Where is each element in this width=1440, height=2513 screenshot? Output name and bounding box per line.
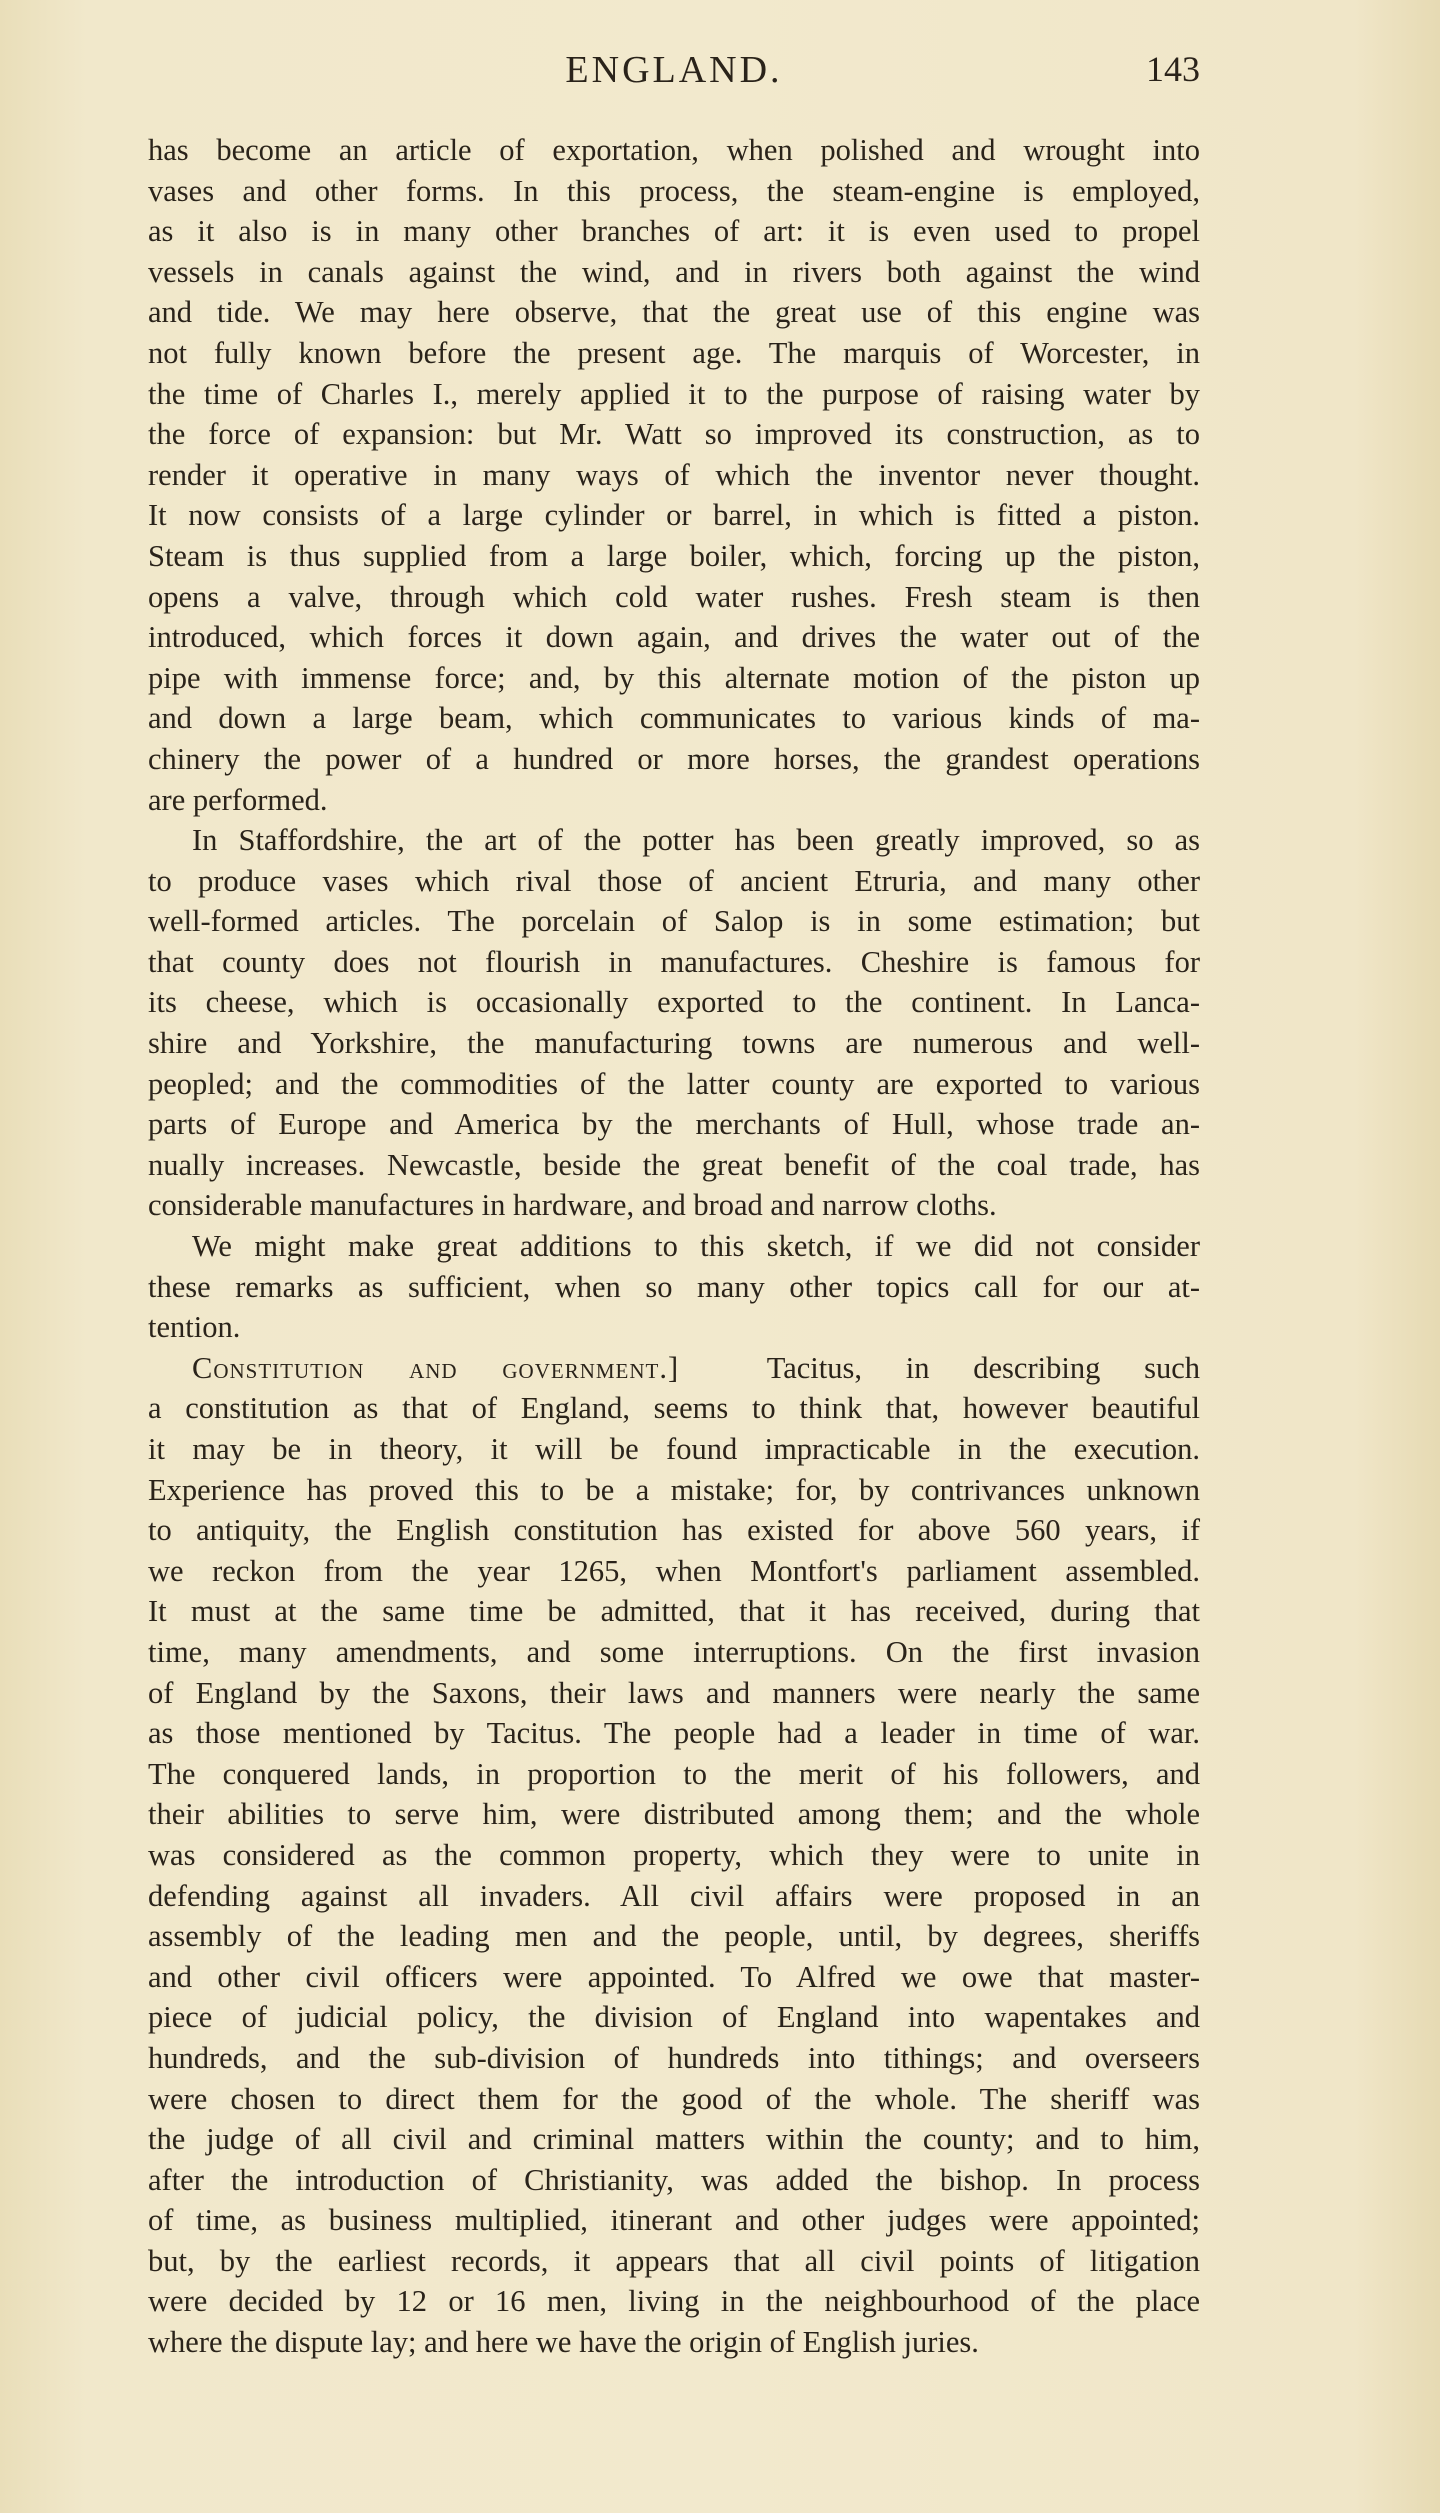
text-line: the force of expansion: but Mr. Watt so improved its construction, as to (148, 417, 1200, 452)
paragraph-end-line: tention. (148, 1310, 241, 1345)
text-line: its cheese, which is occasionally exported to the continent. In Lanca- (148, 985, 1200, 1020)
text-line: of England by the Saxons, their laws and manners were nearly the same (148, 1675, 1200, 1710)
text-line: It must at the same time be admitted, that it has received, during that (148, 1594, 1200, 1629)
text-line: opens a valve, through which cold water rushes. Fresh steam is then (148, 579, 1200, 614)
text-line: their abilities to serve him, were distributed among them; and the whole (148, 1797, 1200, 1832)
paragraph-start-line: We might make great additions to this sketch, if we did not consider (192, 1229, 1200, 1264)
text-line: and tide. We may here observe, that the great use of this engine was (148, 295, 1200, 330)
text-line: The conquered lands, in proportion to the merit of his followers, and (148, 1756, 1200, 1791)
text-line: time, many amendments, and some interruptions. On the first invasion (148, 1634, 1200, 1669)
text-line: the judge of all civil and criminal matters within the county; and to him, (148, 2122, 1200, 2157)
text-line: hundreds, and the sub-division of hundreds into tithings; and overseers (148, 2040, 1200, 2075)
text-line: the time of Charles I., merely applied it to the purpose of raising water by (148, 376, 1200, 411)
text-line: as it also is in many other branches of art: it is even used to propel (148, 214, 1200, 249)
text-line: to antiquity, the English constitution has existed for above 560 years, if (148, 1513, 1200, 1548)
text-line: and down a large beam, which communicates to various kinds of ma- (148, 701, 1200, 736)
text-line: and other civil officers were appointed. To Alfred we owe that master- (148, 1959, 1200, 1994)
text-line: well-formed articles. The porcelain of Salop is in some estimation; but (148, 904, 1200, 939)
text-line: a constitution as that of England, seems to think that, however beautiful (148, 1391, 1200, 1426)
text-line: of time, as business multiplied, itinerant and other judges were appointed; (148, 2203, 1200, 2238)
body-text (148, 130, 1200, 2363)
text-line: introduced, which forces it down again, and drives the water out of the (148, 620, 1200, 655)
text-line: not fully known before the present age. The marquis of Worcester, in (148, 335, 1200, 370)
section-start-line (148, 1348, 1200, 1389)
page-header (148, 44, 1200, 94)
paragraph-end-line: considerable manufactures in hardware, and broad and narrow cloths. (148, 1188, 997, 1223)
paragraph-end-line: are performed. (148, 782, 328, 817)
text-line: but, by the earliest records, it appears that all civil points of litigation (148, 2243, 1200, 2278)
text-line: we reckon from the year 1265, when Montfort's parliament assembled. (148, 1553, 1200, 1588)
text-line: were chosen to direct them for the good of the whole. The sheriff was (148, 2081, 1200, 2116)
text-line: render it operative in many ways of which the inventor never thought. (148, 457, 1200, 492)
text-line: It now consists of a large cylinder or barrel, in which is fitted a piston. (148, 498, 1200, 533)
text-line: peopled; and the commodities of the latter county are exported to various (148, 1066, 1200, 1101)
text-line: to produce vases which rival those of ancient Etruria, and many other (148, 863, 1200, 898)
page-number: 143 (1146, 49, 1200, 89)
text-line: were decided by 12 or 16 men, living in the neighbourhood of the place (148, 2284, 1200, 2319)
running-title: ENGLAND. (565, 49, 783, 91)
text-line: vases and other forms. In this process, the steam-engine is employed, (148, 173, 1200, 208)
text-line: Steam is thus supplied from a large boiler, which, forcing up the piston, (148, 538, 1200, 573)
paragraph-start-line: In Staffordshire, the art of the potter has been greatly improved, so as (192, 823, 1200, 858)
text-line: Experience has proved this to be a mistake; for, by contrivances unknown (148, 1472, 1200, 1507)
text-line: chinery the power of a hundred or more horses, the grandest operations (148, 741, 1200, 776)
text-line: it may be in theory, it will be found impracticable in the execution. (148, 1432, 1200, 1466)
text-line: shire and Yorkshire, the manufacturing towns are numerous and well- (148, 1026, 1200, 1061)
text-line: after the introduction of Christianity, was added the bishop. In process (148, 2162, 1200, 2197)
text-line: nually increases. Newcastle, beside the great benefit of the coal trade, has (148, 1147, 1200, 1182)
section-first-text: Tacitus, in describing such (766, 1350, 1201, 1385)
text-line: defending against all invaders. All civil affairs were proposed in an (148, 1878, 1200, 1913)
section-heading: Constitution and government.] (192, 1350, 680, 1385)
text-line: parts of Europe and America by the merchants of Hull, whose trade an- (148, 1107, 1200, 1142)
text-line: that county does not flourish in manufactures. Cheshire is famous for (148, 944, 1200, 979)
text-line: assembly of the leading men and the people, until, by degrees, sheriffs (148, 1919, 1200, 1954)
text-line: piece of judicial policy, the division of England into wapentakes and (148, 2000, 1200, 2035)
text-line: these remarks as sufficient, when so many other topics call for our at- (148, 1269, 1200, 1304)
paragraph-end-line: where the dispute lay; and here we have the origin of English juries. (148, 2325, 979, 2360)
text-line: as those mentioned by Tacitus. The people had a leader in time of war. (148, 1716, 1200, 1751)
text-line: pipe with immense force; and, by this alternate motion of the piston up (148, 660, 1200, 695)
text-line: vessels in canals against the wind, and in rivers both against the wind (148, 254, 1200, 289)
text-line: has become an article of exportation, when polished and wrought into (148, 133, 1200, 167)
text-line: was considered as the common property, which they were to unite in (148, 1837, 1200, 1872)
